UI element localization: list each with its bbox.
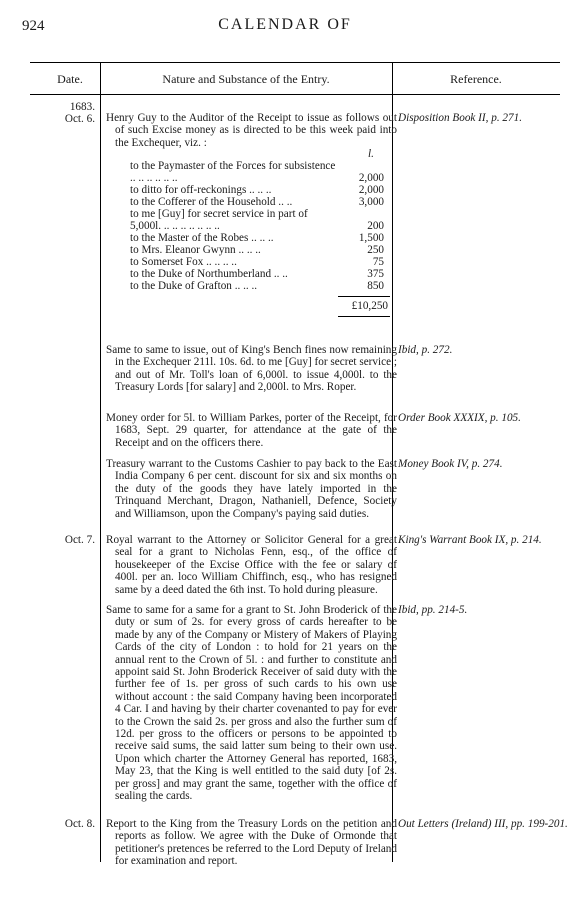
total-rule <box>338 296 390 297</box>
payment-row: to the Duke of Grafton .. .. .. 850 <box>130 280 384 292</box>
entry-text: Same to same for a same for a grant to St. John Broderick of the duty or sum of 2s. for every gross of cards hereafter to be made by any of the Company or Mistery of Makers of Playing Cards of the city of London : to hold for 21 years on the annual rent to the Crown of 5l. : and further to constitute and appoint said St. John Broderick Receiver of said duty with the further fee of 1s. per gross of such cards to his own use without account : the said Company having been incorporated 4 Car. I and having by their charter covenanted to pay for ever to the Crown the said 2s. per gross and also the further sum of 12d. per gross to the officers or persons to be appointed to receive said sums, the said latter sum being to their own use. Upon which charter the Attorney General has reported, 1683, May 23, that the King is well entitled to the said duty [of 2s. per gross] and may grant the same, together with the office of sealing the cards. <box>106 604 397 803</box>
entry-reference: Ibid, pp. 214-5. <box>398 604 468 616</box>
entry-year: 1683. <box>69 101 95 113</box>
entry-reference: Out Letters (Ireland) III, pp. 199-201. <box>398 818 568 830</box>
total-rule-bottom <box>338 316 390 317</box>
page-header <box>0 12 570 42</box>
payments-total: £10,250 <box>351 300 388 312</box>
entry-reference: Order Book XXXIX, p. 105. <box>398 412 521 424</box>
payment-row: to the Master of the Robes .. .. .. 1,500 <box>130 232 384 244</box>
entry-date: Oct. 6. <box>64 113 95 125</box>
entry-reference: King's Warrant Book IX, p. 214. <box>398 534 542 546</box>
entry-reference: Money Book IV, p. 274. <box>398 458 503 470</box>
column-header-entry: Nature and Substance of the Entry. <box>162 72 330 86</box>
payment-row: to Mrs. Eleanor Gwynn .. .. .. 250 <box>130 244 384 256</box>
entry-date: Oct. 8. <box>64 818 95 830</box>
table-top-rule <box>30 62 560 63</box>
entry-text: Royal warrant to the Attorney or Solicitor General for a great seal for a grant to Nicholas Fenn, esq., of the office of housekeeper of the Excise Office with the fee or salary of 400l. per an. loco William Chiffinch, esq., who has resigned same by a deed dated the 6th inst. To hold during pleasure. <box>106 534 397 596</box>
running-title: CALENDAR OF <box>218 16 352 33</box>
column-header-reference: Reference. <box>450 72 502 86</box>
entry-text: Money order for 5l. to William Parkes, porter of the Receipt, for 1683, Sept. 29 quarter, for attendance at the gate of the Receipt and on the officers there. <box>106 412 397 449</box>
payment-row: to Somerset Fox .. .. .. .. 75 <box>130 256 384 268</box>
entry-reference: Disposition Book II, p. 271. <box>398 112 522 124</box>
table-header-rule <box>30 94 560 95</box>
entry-text: Henry Guy to the Auditor of the Receipt to issue as follows out of such Excise money as is directed to be this week paid into the Exchequer, viz. : <box>106 112 397 149</box>
column-divider-left <box>100 62 101 862</box>
payment-row: to ditto for off-reckonings .. .. .. 2,000 <box>130 184 384 196</box>
entry-text: Treasury warrant to the Customs Cashier to pay back to the East India Company 6 per cent. discount for six and six months on the duty of the goods they have lately imported in the Trinquand Merchant, Dragon, Nathaniell, Defence, Society and Williamson, upon the Company's paying said duties. <box>106 458 397 520</box>
entry-reference: Ibid, p. 272. <box>398 344 453 356</box>
column-header-date: Date. <box>57 72 83 86</box>
payment-row: to the Cofferer of the Household .. .. 3,000 <box>130 196 384 208</box>
entry-text: Report to the King from the Treasury Lords on the petition and reports as follow. We agree with the Duke of Ormonde that petitioner's pretences be referred to the Lord Deputy of Ireland for examination and report. <box>106 818 397 868</box>
payment-row: to the Duke of Northumberland .. .. 375 <box>130 268 384 280</box>
page-number: 924 <box>22 18 45 34</box>
entry-text: Same to same to issue, out of King's Bench fines now remaining in the Exchequer 211l. 10s. 6d. to me [Guy] for secret service ; and out of Mr. Toll's loan of 6,000l. to issue 4,000l. to the Treasury Lords [for salary] and 2,000l. to Mrs. Roper. <box>106 344 397 394</box>
payment-row: to me [Guy] for secret service in part of 5,000l. .. .. .. .. .. .. .. <box>130 208 308 233</box>
amount-unit: l. <box>368 148 374 160</box>
payment-row: to the Paymaster of the Forces for subsistence .. .. .. .. .. .. <box>130 160 336 185</box>
entry-date: Oct. 7. <box>64 534 95 546</box>
